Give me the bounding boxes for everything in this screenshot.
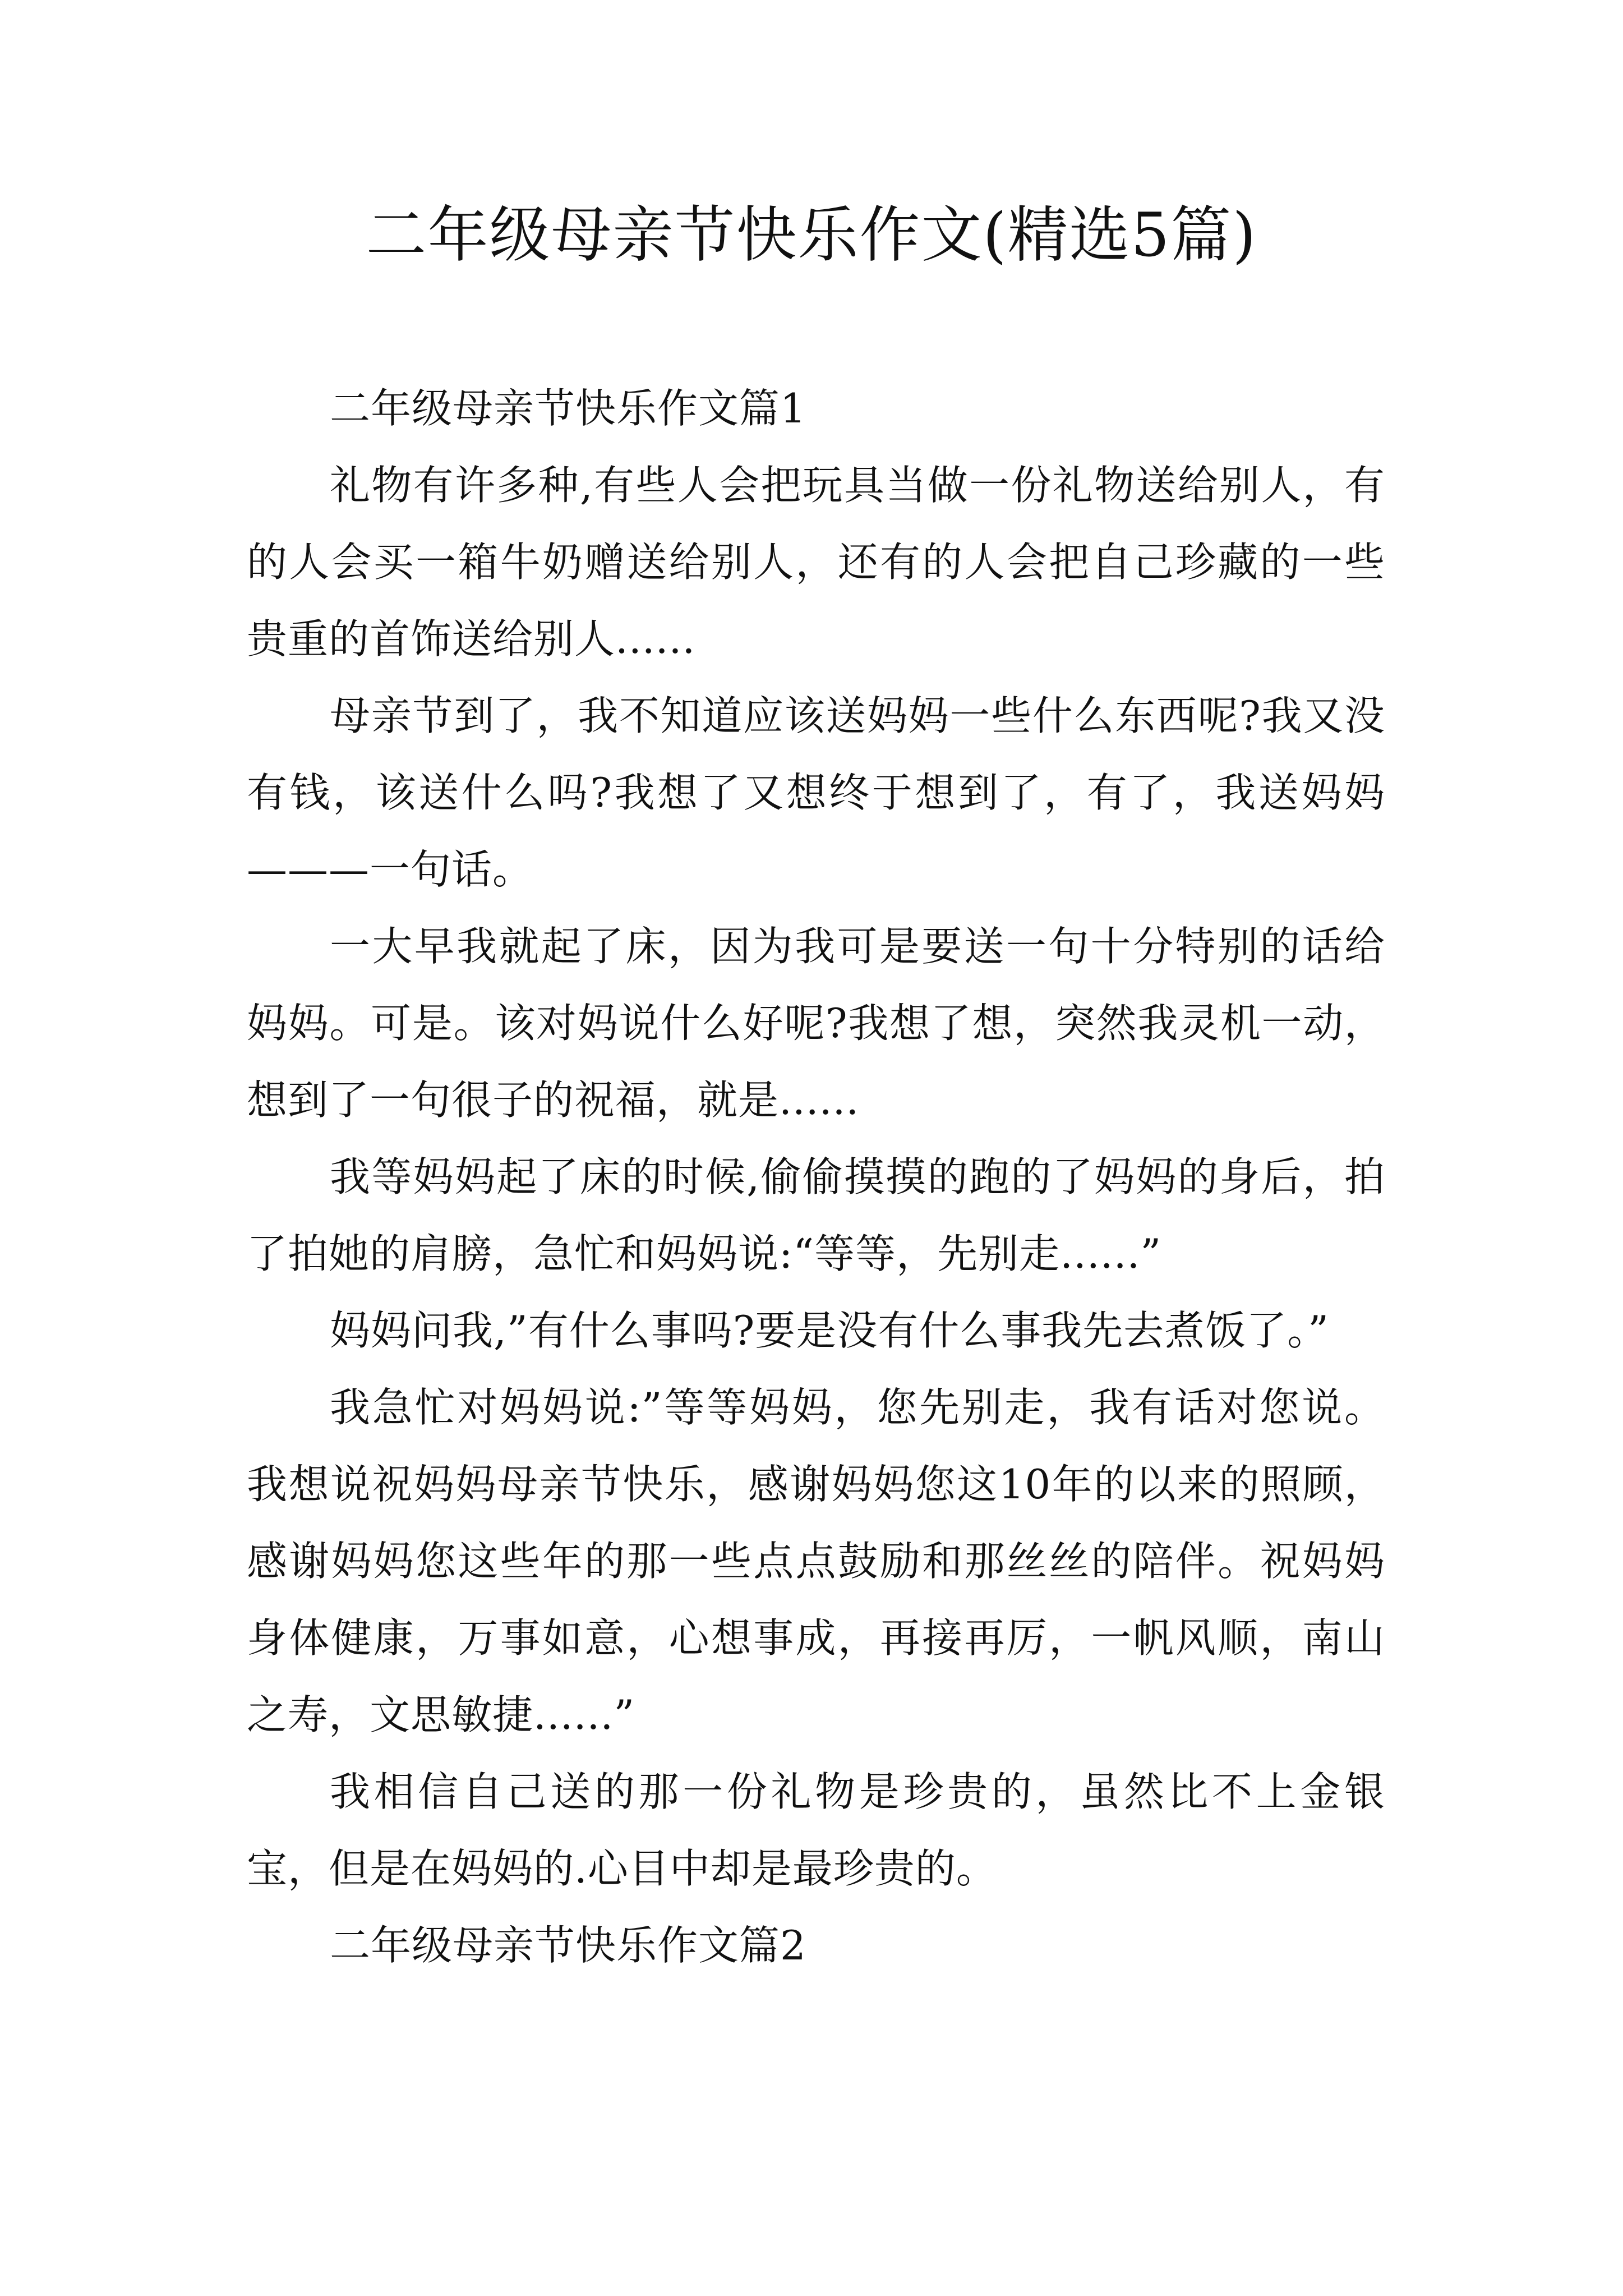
section-heading: 二年级母亲节快乐作文篇1 [330,385,806,432]
section-heading: 二年级母亲节快乐作文篇2 [330,1922,806,1969]
paragraph: 我急忙对妈妈说:”等等妈妈，您先别走，我有话对您说。我想说祝妈妈母亲节快乐，感谢妈妈您这10年的以来的照顾，感谢妈妈您这些年的那一些点点鼓励和那丝丝的陪伴。祝妈妈身体健康，万事如意，心想事成，再接再厉，一帆风顺，南山之寿，文思敏捷......” [247,1384,1385,1738]
paragraph: 我相信自己送的那一份礼物是珍贵的，虽然比不上金银宝，但是在妈妈的.心目中却是最珍贵的。 [247,1768,1385,1892]
paragraph: 母亲节到了，我不知道应该送妈妈一些什么东西呢?我又没有钱，该送什么吗?我想了又想终于想到了，有了，我送妈妈———一句话。 [247,692,1385,893]
paragraph: 礼物有许多种,有些人会把玩具当做一份礼物送给别人，有的人会买一箱牛奶赠送给别人，还有的人会把自己珍藏的一些贵重的首饰送给别人...... [247,462,1385,662]
document-title: 二年级母亲节快乐作文(精选5篇) [366,200,1257,270]
paragraph: 一大早我就起了床，因为我可是要送一句十分特别的话给妈妈。可是。该对妈说什么好呢?我想了想，突然我灵机一动，想到了一句很子的祝福，就是...... [247,923,1385,1124]
document-body [247,370,1385,1984]
paragraph: 妈妈问我,”有什么事吗?要是没有什么事我先去煮饭了。” [330,1307,1330,1354]
paragraph: 我等妈妈起了床的时候,偷偷摸摸的跑的了妈妈的身后，拍了拍她的肩膀，急忙和妈妈说:“等等，先别走......” [247,1153,1385,1277]
